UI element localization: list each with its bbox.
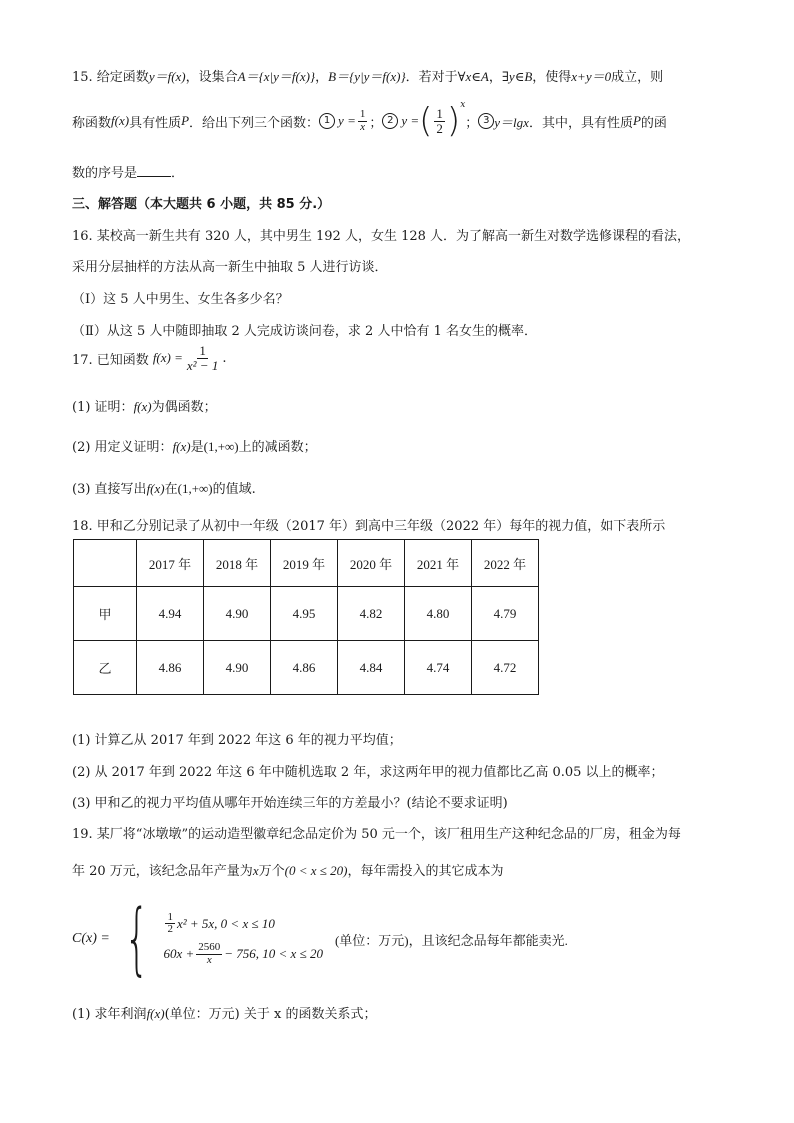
q17-text: 上的减函数； [238, 440, 317, 455]
q17-text: 为偶函数； [151, 400, 217, 415]
circled-number-2: 2 [382, 113, 398, 129]
q19-note: (单位：万元)，且该纪念品每年都能卖光. [334, 932, 568, 948]
q19-fx: f(x) [146, 1006, 165, 1021]
right-paren: ) [446, 101, 461, 141]
q17-fx: f(x) [133, 399, 152, 414]
q15-text: 的函 [640, 115, 667, 131]
q15-text: 15. 给定函数 [72, 70, 149, 85]
frac-denominator: 2 [167, 923, 173, 936]
q17-interval: (1,+∞) [203, 439, 239, 454]
table-header-cell: 2020 年 [338, 540, 405, 587]
table-cell: 4.94 [137, 587, 204, 641]
q15-forall: ∀x∈A [457, 69, 489, 84]
q17-fx: f(x) = [152, 350, 183, 366]
q15-property-p: P [181, 113, 190, 128]
q15-f3: y＝lgx [494, 114, 529, 130]
q17-fraction [185, 344, 220, 372]
q15-text: ； [369, 115, 383, 131]
row-label: 乙 [74, 641, 137, 695]
case2-expression-b: − 756, 10 < x ≤ 20 [224, 946, 323, 962]
q15-text: 称函数 [72, 115, 112, 131]
table-cell: 4.82 [338, 587, 405, 641]
q19-line-2 [72, 860, 503, 879]
table-cell: 4.90 [204, 587, 271, 641]
table-cell: 4.79 [472, 587, 539, 641]
frac-numerator: 2560 [198, 941, 221, 953]
q15-set-a: A＝{x|y＝f(x)} [237, 69, 316, 84]
q17-fx: f(x) [172, 439, 191, 454]
table-header-cell: 2018 年 [204, 540, 271, 587]
q17-text: 17. 已知函数 [72, 352, 149, 368]
frac-numerator: 1 [436, 105, 443, 121]
table-cell: 4.72 [472, 641, 539, 695]
q15-f1-fraction [358, 109, 368, 133]
q15-property-p: P [632, 113, 641, 128]
frac-denominator: 2 [436, 120, 443, 136]
section-heading: 三、解答题（本大题共 6 小题，共 85 分.） [72, 197, 331, 212]
case2-expression-a: 60x + [163, 946, 195, 962]
q15-math-fx: f(x) [111, 113, 130, 128]
q15-text: ， [315, 70, 329, 85]
q19-cx: C(x) = [72, 931, 110, 946]
q15-f2-lhs: y = [401, 113, 420, 128]
q15-line-3 [72, 162, 184, 181]
piecewise-cases [163, 912, 323, 966]
answer-blank[interactable] [137, 165, 171, 177]
q15-text: ， [488, 70, 502, 85]
q17-part-3 [72, 478, 256, 497]
q15-math-fx: y＝f(x) [148, 69, 186, 84]
q15-f2-fraction [434, 107, 445, 135]
q17-text: 的值域. [212, 482, 256, 497]
q19-text: ，每年需投入的其它成本为 [347, 864, 504, 879]
q19-text: 年 20 万元，该纪念品年产量为 [72, 864, 253, 879]
q18-intro: 18. 甲和乙分别记录了从初中一年级（2017 年）到高中三年级（2022 年）每年的视力值，如下表所示 [72, 519, 666, 534]
table-cell: 4.90 [204, 641, 271, 695]
q15-text: ． [171, 166, 185, 181]
q17-text: 在 [164, 482, 178, 497]
q15-line-2 [72, 100, 667, 141]
circled-number-1: 1 [319, 113, 335, 129]
q15-text: ．若对于 [405, 70, 458, 85]
q15-text: 具有性质 [129, 115, 182, 131]
q15-condition: x+y＝0 [571, 69, 612, 84]
table-header-row [74, 540, 539, 587]
table-header-cell: 2017 年 [137, 540, 204, 587]
q18-part-3: (3) 甲和乙的视力平均值从哪年开始连续三年的方差最小？(结论不要求证明) [72, 796, 508, 811]
q17-line-1 [72, 344, 226, 372]
table-cell: 4.80 [405, 587, 472, 641]
frac-denominator: x² − 1 [186, 357, 219, 373]
q19-text: 万个 [258, 864, 285, 879]
q15-text: ，设集合 [185, 70, 238, 85]
circled-number-3: 3 [478, 113, 494, 129]
q17-text: 是 [190, 440, 204, 455]
left-paren: ( [419, 101, 433, 141]
q15-text: ．其中，具有性质 [528, 115, 633, 131]
q19-piecewise-cost [72, 894, 568, 984]
table-cell: 4.95 [271, 587, 338, 641]
q15-line-1 [72, 66, 663, 85]
table-header-cell: 2019 年 [271, 540, 338, 587]
q15-text: ，使得 [532, 70, 572, 85]
case2-fraction [196, 942, 222, 966]
q15-text: ．给出下列三个函数： [189, 115, 320, 131]
table-row [74, 641, 539, 695]
q19-text: (1) 求年利润 [72, 1007, 147, 1022]
q15-set-b: B＝{y|y＝f(x)} [328, 69, 406, 84]
q17-text: (1) 证明： [72, 400, 134, 415]
left-brace: { [124, 894, 150, 984]
frac-denominator: x [206, 953, 212, 966]
q18-part-1: (1) 计算乙从 2017 年到 2022 年这 6 年的视力平均值； [72, 733, 402, 748]
q16-line-1: 16. 某校高一新生共有 320 人，其中男生 192 人，女生 128 人．为了解高一新生对数学选修课程的看法， [72, 229, 691, 244]
vision-table [73, 539, 539, 695]
q17-text: (2) 用定义证明： [72, 440, 173, 455]
q17-interval: (1,+∞) [177, 481, 213, 496]
q17-part-2 [72, 436, 317, 455]
table-cell: 4.86 [137, 641, 204, 695]
table-cell: 4.74 [405, 641, 472, 695]
q15-text: 数的序号是 [72, 166, 138, 181]
q15-text: ； [465, 115, 479, 131]
q15-f1-lhs: y = [338, 113, 356, 128]
q17-part-1 [72, 396, 217, 415]
q15-exists: ∃y∈B [501, 69, 533, 84]
frac-numerator: 1 [199, 343, 206, 358]
q19-part-1 [72, 1003, 376, 1022]
table-header-cell: 2022 年 [472, 540, 539, 587]
table-header-cell: 2021 年 [405, 540, 472, 587]
frac-numerator: 1 [359, 107, 366, 120]
table-cell: 4.84 [338, 641, 405, 695]
frac-denominator: x [360, 120, 366, 133]
q16-part-2: （Ⅱ）从这 5 人中随即抽取 2 人完成访谈问卷，求 2 人中恰有 1 名女生的概率． [72, 324, 537, 339]
table-header-cell [74, 540, 137, 587]
table-cell: 4.86 [271, 641, 338, 695]
q17-text: . [222, 350, 227, 366]
piecewise-case-1 [163, 912, 323, 936]
piecewise-case-2 [163, 942, 323, 966]
q19-line-1: 19. 某厂将“冰墩墩”的运动造型徽章纪念品定价为 50 元一个，该厂租用生产这种纪念品的厂房，租金为每 [72, 827, 681, 842]
row-label: 甲 [74, 587, 137, 641]
q16-part-1: （Ⅰ）这 5 人中男生、女生各多少名？ [72, 292, 289, 307]
q17-text: (3) 直接写出 [72, 482, 147, 497]
case1-expression: x² + 5x, 0 < x ≤ 10 [176, 915, 275, 931]
q17-fx: f(x) [146, 481, 165, 496]
q15-text: 成立，则 [611, 70, 664, 85]
q19-text: (单位：万元) 关于 x 的函数关系式； [164, 1007, 377, 1022]
q18-part-2: (2) 从 2017 年到 2022 年这 6 年中随机选取 2 年，求这两年甲的视力值都比乙高 0.05 以上的概率； [72, 765, 664, 780]
table-row [74, 587, 539, 641]
frac-numerator: 1 [167, 910, 173, 923]
q19-condition: (0 < x ≤ 20) [284, 863, 348, 878]
case1-fraction [165, 912, 175, 936]
q19-var-x: x [252, 863, 259, 878]
q16-line-2: 采用分层抽样的方法从高一新生中抽取 5 人进行访谈． [72, 260, 388, 275]
q15-f2-exponent: x [460, 100, 466, 110]
